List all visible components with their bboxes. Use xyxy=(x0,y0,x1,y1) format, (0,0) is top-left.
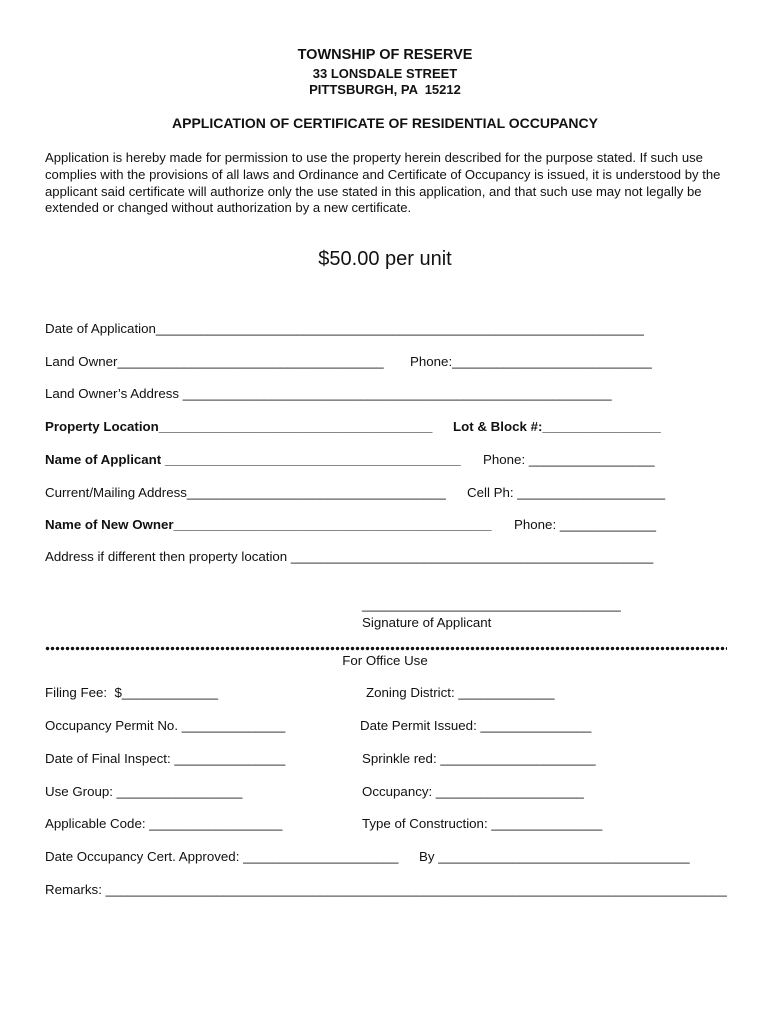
name-of-new-owner-field[interactable]: Name of New Owner___________________________________________ xyxy=(45,517,492,532)
name-of-applicant-field[interactable]: Name of Applicant ________________________________________ xyxy=(45,452,461,467)
fee-amount: $50.00 per unit xyxy=(318,248,452,270)
date-cert-approved-field[interactable]: Date Occupancy Cert. Approved: _____________________ xyxy=(45,849,399,864)
form-title: APPLICATION OF CERTIFICATE OF RESIDENTIAL OCCUPANCY xyxy=(172,115,598,131)
alternate-address-field[interactable]: Address if different then property location _________________________________________________ xyxy=(45,549,654,564)
type-of-construction-field[interactable]: Type of Construction: _______________ xyxy=(362,816,603,831)
applicant-phone-field[interactable]: Phone: _________________ xyxy=(483,452,655,467)
applicable-code-field[interactable]: Applicable Code: __________________ xyxy=(45,816,283,831)
approved-by-field[interactable]: By __________________________________ xyxy=(419,849,690,864)
sprinkle-red-field[interactable]: Sprinkle red: _____________________ xyxy=(362,751,596,766)
date-permit-issued-field[interactable]: Date Permit Issued: _______________ xyxy=(360,718,592,733)
new-owner-phone-field[interactable]: Phone: _____________ xyxy=(514,517,656,532)
signature-line[interactable]: ___________________________________ xyxy=(362,597,621,612)
land-owner-field[interactable]: Land Owner____________________________________ xyxy=(45,354,384,369)
property-location-field[interactable]: Property Location_____________________________________ xyxy=(45,419,433,434)
use-group-field[interactable]: Use Group: _________________ xyxy=(45,784,243,799)
dotted-divider xyxy=(45,646,727,651)
date-of-application-field[interactable]: Date of Application__________________________________________________________________ xyxy=(45,321,644,336)
signature-label: Signature of Applicant xyxy=(362,615,492,630)
mailing-address-field[interactable]: Current/Mailing Address___________________________________ xyxy=(45,485,446,500)
land-owner-phone-field[interactable]: Phone:___________________________ xyxy=(410,354,652,369)
occupancy-permit-no-field[interactable]: Occupancy Permit No. ______________ xyxy=(45,718,286,733)
land-owner-address-field[interactable]: Land Owner’s Address __________________________________________________________ xyxy=(45,386,612,401)
occupancy-field[interactable]: Occupancy: ____________________ xyxy=(362,784,584,799)
street-address: 33 LONSDALE STREET xyxy=(312,66,458,81)
date-final-inspect-field[interactable]: Date of Final Inspect: _______________ xyxy=(45,751,286,766)
lot-block-field[interactable]: Lot & Block #:________________ xyxy=(453,419,661,434)
filing-fee-field[interactable]: Filing Fee: $_____________ xyxy=(45,685,218,700)
township-name: TOWNSHIP OF RESERVE xyxy=(297,47,473,63)
remarks-field[interactable]: Remarks: ____________________________________________________________________________________ xyxy=(45,882,727,897)
office-use-title: For Office Use xyxy=(342,653,428,668)
zoning-district-field[interactable]: Zoning District: _____________ xyxy=(366,685,555,700)
intro-paragraph: Application is hereby made for permission to use the property herein described for the purpose stated. If such use complies with the provisions of all laws and Ordinance and Certificate of Occupancy is issued, it is understood by the applicant said certificate will authorize only the use stated in this application, and that such use may not legally be extended or changed without authorization by a new certificate. xyxy=(45,150,721,216)
city-state-zip: PITTSBURGH, PA 15212 xyxy=(309,82,461,97)
cell-phone-field[interactable]: Cell Ph: ____________________ xyxy=(467,485,666,500)
